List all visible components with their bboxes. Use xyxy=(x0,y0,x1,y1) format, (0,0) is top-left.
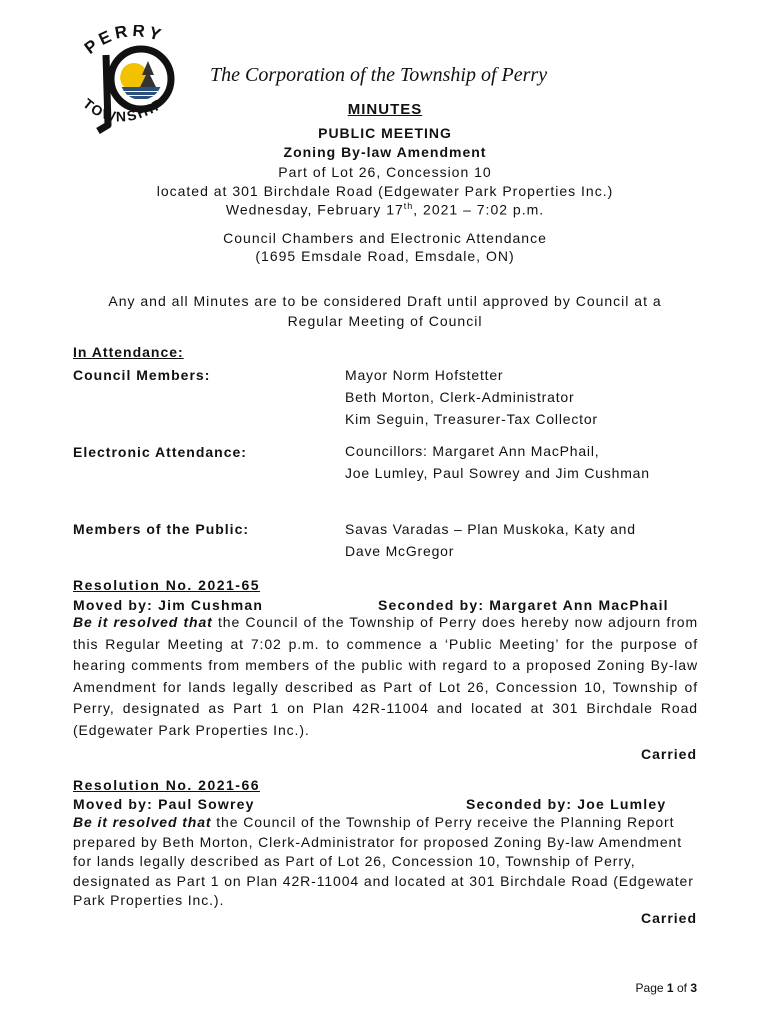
seconded-by: Seconded by: Margaret Ann MacPhail xyxy=(378,597,669,613)
meeting-address: (1695 Emsdale Road, Emsdale, ON) xyxy=(255,248,515,264)
logo-top-text: PERRY xyxy=(80,25,167,58)
draft-note-line-1: Any and all Minutes are to be considered Draft until approved by Council at a xyxy=(108,293,662,309)
logo-bottom-text: TOWNSHIP xyxy=(80,94,167,125)
township-logo xyxy=(68,25,188,140)
meeting-subject: Zoning By-law Amendment xyxy=(283,144,487,160)
resolution-result: Carried xyxy=(640,746,697,762)
attendance-heading: In Attendance: xyxy=(73,344,184,360)
meeting-venue: Council Chambers and Electronic Attendance xyxy=(223,230,547,246)
resolution-number: Resolution No. 2021-66 xyxy=(73,777,261,793)
public-members-list: Savas Varadas – Plan Muskoka, Katy and Dave McGregor xyxy=(345,521,636,559)
public-members-label: Members of the Public: xyxy=(73,521,250,537)
resolution-number: Resolution No. 2021-65 xyxy=(73,577,261,593)
meeting-date: Wednesday, February 17th, 2021 – 7:02 p.m. xyxy=(225,201,545,218)
moved-by: Moved by: Paul Sowrey xyxy=(73,796,255,812)
draft-note-line-2: Regular Meeting of Council xyxy=(287,313,483,329)
council-members-label: Council Members: xyxy=(73,367,211,383)
resolution-text: Be it resolved that the Council of the Township of Perry receive the Planning Report prepared by Beth Morton, Clerk-Administrator for proposed Zoning By-law Amendment for lands legally described as Part of Lot 26, Concession 10, Township of Perry, designated as Part 1 on Plan 42R-11004 and located at 301 Birchdale Road (Edgewater Park Properties Inc.). xyxy=(73,814,694,908)
council-members-list: Mayor Norm Hofstetter Beth Morton, Clerk-Administrator Kim Seguin, Treasurer-Tax Collector xyxy=(345,367,598,427)
meeting-type: PUBLIC MEETING xyxy=(318,125,452,141)
resolution-result: Carried xyxy=(640,910,697,926)
moved-by: Moved by: Jim Cushman xyxy=(73,597,264,613)
meeting-location: located at 301 Birchdale Road (Edgewater Park Properties Inc.) xyxy=(156,183,614,199)
corporation-title: The Corporation of the Township of Perry xyxy=(210,64,548,86)
electronic-attendance-label: Electronic Attendance: xyxy=(73,444,247,460)
seconded-by: Seconded by: Joe Lumley xyxy=(466,796,667,812)
minutes-heading: MINUTES xyxy=(347,101,423,118)
page-number: Page 1 of 3 xyxy=(635,981,697,995)
meeting-lot: Part of Lot 26, Concession 10 xyxy=(278,164,492,180)
electronic-attendance-list: Councillors: Margaret Ann MacPhail, Joe Lumley, Paul Sowrey and Jim Cushman xyxy=(345,443,650,481)
resolution-text: Be it resolved that the Council of the Township of Perry does hereby now adjourn from this Regular Meeting at 7:02 p.m. to commence a ‘Public Meeting’ for the purpose of hearing comments from members of the public with regard to a proposed Zoning By-law Amendment for lands legally described as Part of Lot 26, Concession 10, Township of Perry, designated as Part 1 on Plan 42R-11004 and located at 301 Birchdale Road (Edgewater Park Properties Inc.). xyxy=(73,614,699,738)
